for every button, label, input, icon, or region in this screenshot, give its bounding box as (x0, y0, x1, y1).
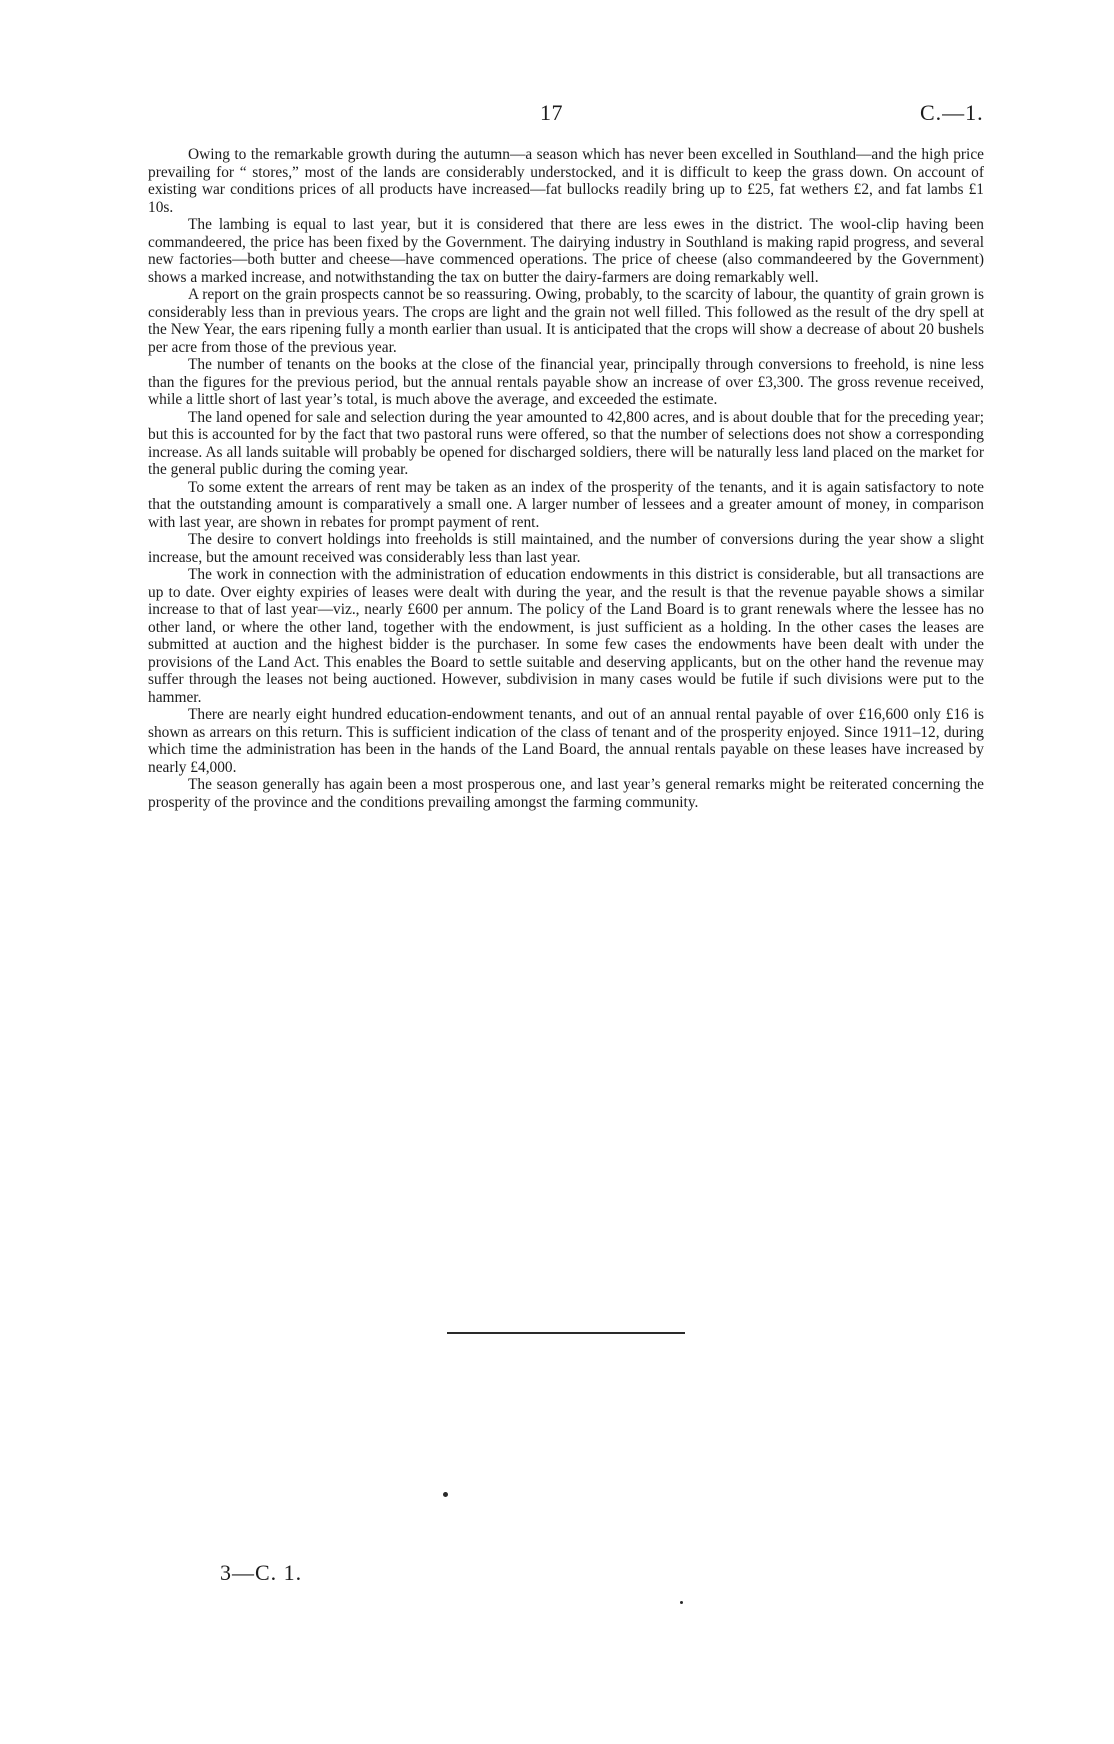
paragraph-grain-prospects: A report on the grain prospects cannot be so reassuring. Owing, probably, to the scarcity of labour, the quantity of grain grown is considerably less than in previous years. The crops are light and the grain not well filled. This followed as the result of the dry spell at the New Year, the ears ripening fully a month earlier than usual. It is anticipated that the crops will show a decrease of about 20 bushels per acre from those of the previous year. (148, 286, 984, 356)
paragraph-growth-and-prices: Owing to the remarkable growth during the autumn—a season which has never been excelled in Southland—and the high price prevailing for “ stores,” most of the lands are considerably understocked, and it is difficult to keep the grass down. On account of existing war conditions prices of all products have increased—fat bullocks readily bring up to £25, fat wethers £2, and fat lambs £1 10s. (148, 146, 984, 216)
paragraph-tenants-and-revenue: The number of tenants on the books at the close of the financial year, principally through conversions to freehold, is nine less than the figures for the previous period, but the annual rentals payable show an increase of over £3,300. The gross revenue received, while a little short of last year’s total, is much above the average, and exceeded the estimate. (148, 356, 984, 408)
paragraph-education-endowments: The work in connection with the administration of education endowments in this district is considerable, but all transactions are up to date. Over eighty expiries of leases were dealt with during the year, and the result is that the revenue payable shows a similar increase to that of last year—viz., nearly £600 per annum. The policy of the Land Board is to grant renewals where the lessee has no other land, or where the other land, together with the endowment, is just sufficient as a holding. In the other cases the leases are submitted at auction and the highest bidder is the purchaser. In some few cases the endowments have been dealt with under the provisions of the Land Act. This enables the Board to settle suitable and deserving applicants, but on the other hand the revenue may suffer through the leases not being auctioned. However, subdivision in many cases would be futile if such divisions were put to the hammer. (148, 566, 984, 706)
paragraph-endowment-tenants: There are nearly eight hundred education-endowment tenants, and out of an annual rental payable of over £16,600 only £16 is shown as arrears on this return. This is sufficient indication of the class of tenant and of the prosperity enjoyed. Since 1911–12, during which time the administration has been in the hands of the Land Board, the annual rentals payable on these leases have increased by nearly £4,000. (148, 706, 984, 776)
print-speck (443, 1492, 448, 1497)
paragraph-land-opened: The land opened for sale and selection during the year amounted to 42,800 acres, and is about double that for the preceding year; but this is accounted for by the fact that two pastoral runs were offered, so that the number of selections does not show a corresponding increase. As all lands suitable will probably be opened for discharged soldiers, there will be naturally less land placed on the market for the general public during the coming year. (148, 408, 984, 478)
page-number: 17 (540, 100, 563, 125)
paragraph-arrears-of-rent: To some extent the arrears of rent may be taken as an index of the prosperity of the tenants, and it is again satisfactory to note that the outstanding amount is comparatively a small one. A larger number of lessees and a greater amount of money, in comparison with last year, are shown in rebates for prompt payment of rent. (148, 478, 984, 531)
signature-mark: 3—C. 1. (220, 1560, 303, 1585)
paragraph-lambing-and-dairy: The lambing is equal to last year, but it is considered that there are less ewes in the district. The wool-clip having been commandeered, the price has been fixed by the Government. The dairying industry in Southland is making rapid progress, and several new factories—both butter and cheese—have commenced operations. The price of cheese (also commandeered by the Government) shows a marked increase, and notwithstanding the tax on butter the dairy-farmers are doing remarkably well. (148, 216, 984, 286)
paragraph-freehold-conversions: The desire to convert holdings into freeholds is still maintained, and the number of conversions during the year show a slight increase, but the amount received was considerably less than last year. (148, 531, 984, 566)
report-body (148, 146, 984, 811)
print-speck (680, 1601, 683, 1604)
paragraph-season-summary: The season generally has again been a most prosperous one, and last year’s general remarks might be reiterated concerning the prosperity of the province and the conditions prevailing amongst the farming community. (148, 776, 984, 811)
section-divider (447, 1332, 685, 1334)
document-reference: C.—1. (920, 100, 984, 125)
